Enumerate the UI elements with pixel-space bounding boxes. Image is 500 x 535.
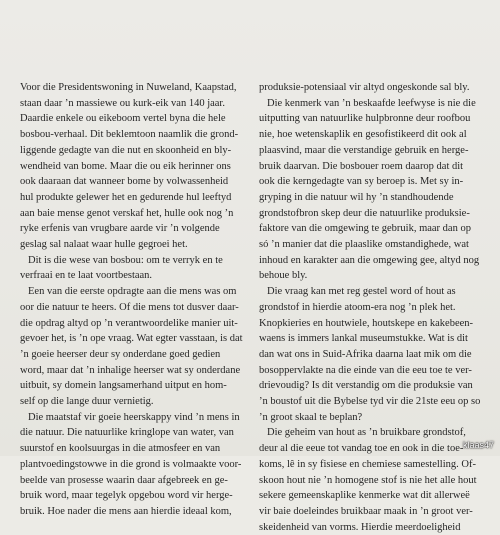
text-line: vir baie doeleindes bruikbaar maak in ’n groot ver- [259,505,473,517]
text-line: bruik daarvan. Die bosbouer roem daarop dat dit [259,160,464,172]
text-line: word, maar dat ’n inhalige heerser wat sy onderdane [20,364,241,376]
text-line: sekere gemeenskaplike kenmerke wat dit allerweë [259,490,470,502]
text-line: wendheid van bome. Maar die ou eik herinner ons [20,160,231,172]
text-line: plaasvind, maar die verstandige gebruik en herge- [259,144,469,156]
text-line: Die vraag kan met reg gestel word of hout as [267,286,456,298]
text-line: die natuur. Die natuurlike kringlope van water, van [20,427,234,439]
text-line: ook daaraan dat wanneer bome by volwassenheid [20,176,229,188]
text-line: bruik. Hoe nader die mens aan hierdie ideaal kom, [20,505,232,517]
text-line: staan daar ’n massiewe ou kurk-eik van 140 jaar. [20,97,225,109]
text-line: Dit is die wese van bosbou: om te verryk en te [28,254,223,266]
text-line: liggende gedagte van die nut en skoonheid en bly- [20,144,232,156]
text-line: die opdrag altyd op ’n verantwoordelike manier uit- [20,317,238,329]
text-line: self op die lange duur vernietig. [20,396,154,408]
text-line: waens is immers lankal museumstukke. Wat is dit [259,333,468,345]
text-line: Voor die Presidentswoning in Nuweland, Kaapstad, [20,82,237,93]
text-line: Die maatstaf vir goeie heerskappy vind ’n mens in [28,411,240,423]
text-line: Een van die eerste opdragte aan die mens was om [28,286,237,298]
text-line: drievoudig? Is dit verstandig om die produksie van [259,380,473,392]
text-line: Knopkieries en houtwiele, houtskepe en kakebeen- [259,317,474,329]
text-line: grondstof in hierdie atoom-era nog ’n plek het. [259,301,456,313]
text-line: só ’n manier dat die plaaslike omstandighede, wat [259,239,469,251]
text-line: dan wat ons in Suid-Afrika daarna laat mik om die [259,348,472,360]
text-line: aan baie mense genot verskaf het, hulle ook nog ’n [20,207,234,219]
text-line: uitbuit, sy domein langsamerhand uitput en hom- [20,380,227,392]
text-line: hul produkte gelewer het en gedurende hul leeftyd [20,191,232,203]
text-line: Daardie enkele ou eikeboom vertel byna die hele [20,113,226,125]
text-line: deur al die eeue tot vandag toe en ook in die toe- [259,443,464,455]
text-line: koms, lê in sy fisiese en chemiese samestelling. Of- [259,458,476,470]
text-line: faktore van die omgewing te gebruik, maar dan op [259,223,471,235]
text-line: ook die kerngedagte van sy beroep is. Met sy in- [259,176,464,188]
text-line: bosbou-verhaal. Dit beklemtoon naamlik die grond- [20,129,239,141]
text-line: Die kenmerk van ’n beskaafde leefwyse is nie die [267,97,476,109]
text-line: gevoer het, is ’n ope vraag. Wat egter vasstaan, is dat [20,333,243,345]
text-line: skoon hout nie ’n homogene stof is nie het alle hout [259,474,477,486]
text-line: ’n groot skaal te beplan? [259,411,363,423]
text-line: bruik word, maar tegelyk opgebou word vir herge- [20,490,233,502]
text-line: skeidenheid van vorms. Hierdie meerdoeligheid [259,521,461,533]
text-line: suurstof en koolsuurgas in die atmosfeer en van [20,443,221,455]
text-line: oor die natuur te heers. Of die mens tot dusver daar- [20,301,239,313]
text-line: grondstofbron skep deur die natuurlike produksie- [259,207,470,219]
text-line: ryke erfenis van vrugbare aarde vir ’n volgende [20,223,220,235]
text-line: uitputting van natuurlike hulpbronne deur roofbou [259,113,471,125]
text-line: plantvoedingstowwe in die grond is volmaakte voor- [20,458,242,470]
text-line: behoue bly. [259,270,308,282]
left-text-column [20,80,252,520]
right-text-column [259,80,493,535]
text-line: nie, hoe wetenskaplik en gesofistikeerd dit ook al [259,129,467,141]
text-line: gryping in die natuur wil hy ’n standhoudende [259,191,454,203]
text-line: ’n boustof uit die Bybelse tyd vir die 21ste eeu op so [259,396,481,408]
text-line: geslag sal nalaat waar hulle gegroei het. [20,239,188,251]
text-line: produksie-potensiaal vir altyd ongeskonde sal bly. [259,82,470,93]
text-line: Die geheim van hout as ’n bruikbare grondstof, [267,427,466,439]
text-line: ’n goeie heerser deur sy onderdane goed gedien [20,348,221,360]
text-line: beelde van prosesse waarin daar afgebreek en ge- [20,474,228,486]
text-line: inhoud en karakter aan die omgewing gee, altyd nog [259,254,480,266]
text-line: verfraai en te laat voortbestaan. [20,270,153,282]
watermark: klaas47 [462,440,494,450]
text-line: bosoppervlakte na die einde van die eeu toe te ver- [259,364,472,376]
